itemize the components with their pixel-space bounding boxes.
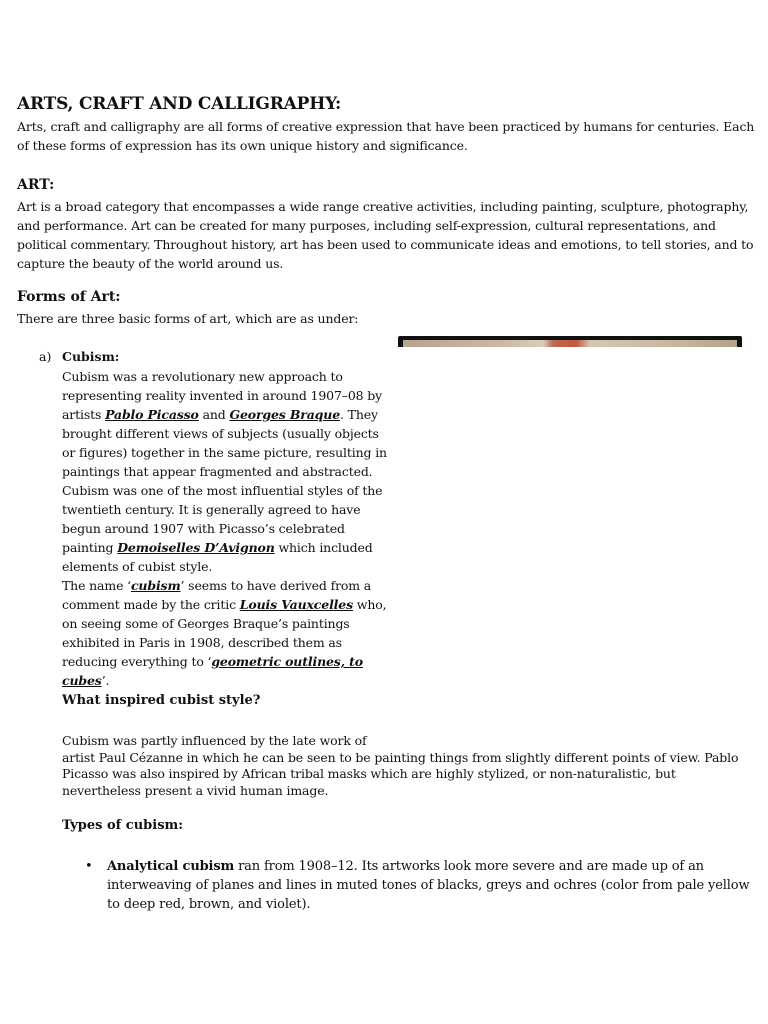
link-demoiselles[interactable]: Demoiselles D’Avignon bbox=[117, 540, 275, 555]
types-heading: Types of cubism: bbox=[62, 818, 184, 833]
cubism-text: which included elements of cubist style. bbox=[62, 540, 373, 574]
inspired-rest: artist Paul Cézanne in which he can be seen to be painting things from slightly different points of view. Pablo Picasso was also inspired by African tribal masks which are highly stylized, or non-naturalistic, but nevertheless present a vivid human image. bbox=[62, 749, 739, 798]
page-title: ARTS, CRAFT AND CALLIGRAPHY: bbox=[17, 94, 342, 114]
link-louis-vauxcelles[interactable]: Louis Vauxcelles bbox=[239, 597, 353, 612]
art-paragraph: Art is a broad category that encompasses a wide range creative activities, including painting, sculpture, photography, and performance. Art can be created for many purposes, including self-expression, cultural representations, and political commentary. Throughout history, art has been used to communicate ideas and emotions, to tell stories, and to capture the beauty of the world around us. bbox=[17, 199, 754, 271]
cubism-text: and bbox=[198, 407, 230, 422]
list-item bbox=[107, 857, 757, 914]
link-geometric-outlines[interactable]: geometric outlines, to cubes bbox=[62, 654, 363, 688]
type-description: ran from 1908–12. Its artworks look more severe and are made up of an interweaving of planes and lines in muted tones of blacks, greys and ochres (color from pale yellow to deep red, brown, and violet). bbox=[107, 859, 750, 912]
link-georges-braque[interactable]: Georges Braque bbox=[229, 407, 341, 422]
intro-paragraph: Arts, craft and calligraphy are all forms of creative expression that have been practiced by humans for centuries. Each of these forms of expression has its own unique history and significance. bbox=[17, 119, 755, 153]
forms-heading: Forms of Art: bbox=[17, 289, 121, 305]
inspired-paragraph bbox=[62, 733, 742, 799]
cubism-text: Cubism was a revolutionary new approach to representing reality invented in around 1907–08 by artists bbox=[62, 369, 383, 422]
cubism-text: ’. bbox=[101, 673, 110, 688]
painting-image bbox=[398, 336, 742, 347]
cubism-description bbox=[62, 367, 392, 690]
forms-intro: There are three basic forms of art, which are as under: bbox=[17, 311, 359, 326]
cubism-heading: Cubism: bbox=[62, 349, 120, 364]
art-heading: ART: bbox=[17, 177, 55, 193]
painting-image-content bbox=[403, 340, 737, 347]
cubism-text: The name ‘ bbox=[62, 578, 131, 593]
type-term: Analytical cubism bbox=[107, 859, 235, 874]
cubism-text: ’ seems to have derived from a comment made by the critic bbox=[62, 578, 372, 612]
inspired-heading: What inspired cubist style? bbox=[62, 693, 261, 708]
bullet-icon: • bbox=[85, 859, 93, 874]
cubism-text: . They brought different views of subjects (usually objects or figures) together in the same picture, resulting in paintings that appear fragmented and abstracted. Cubism was one of the most influential styles of the twentieth century. It is generally agreed to have begun around 1907 with Picasso’s celebrated painting bbox=[62, 407, 387, 555]
link-pablo-picasso[interactable]: Pablo Picasso bbox=[105, 407, 199, 422]
list-marker: a) bbox=[39, 349, 52, 364]
cubism-text: who, on seeing some of Georges Braque’s paintings exhibited in Paris in 1908, described them as reducing everything to ‘ bbox=[62, 597, 387, 669]
inspired-line1: Cubism was partly influenced by the late work of bbox=[62, 733, 367, 748]
link-cubism[interactable]: cubism bbox=[130, 578, 181, 593]
